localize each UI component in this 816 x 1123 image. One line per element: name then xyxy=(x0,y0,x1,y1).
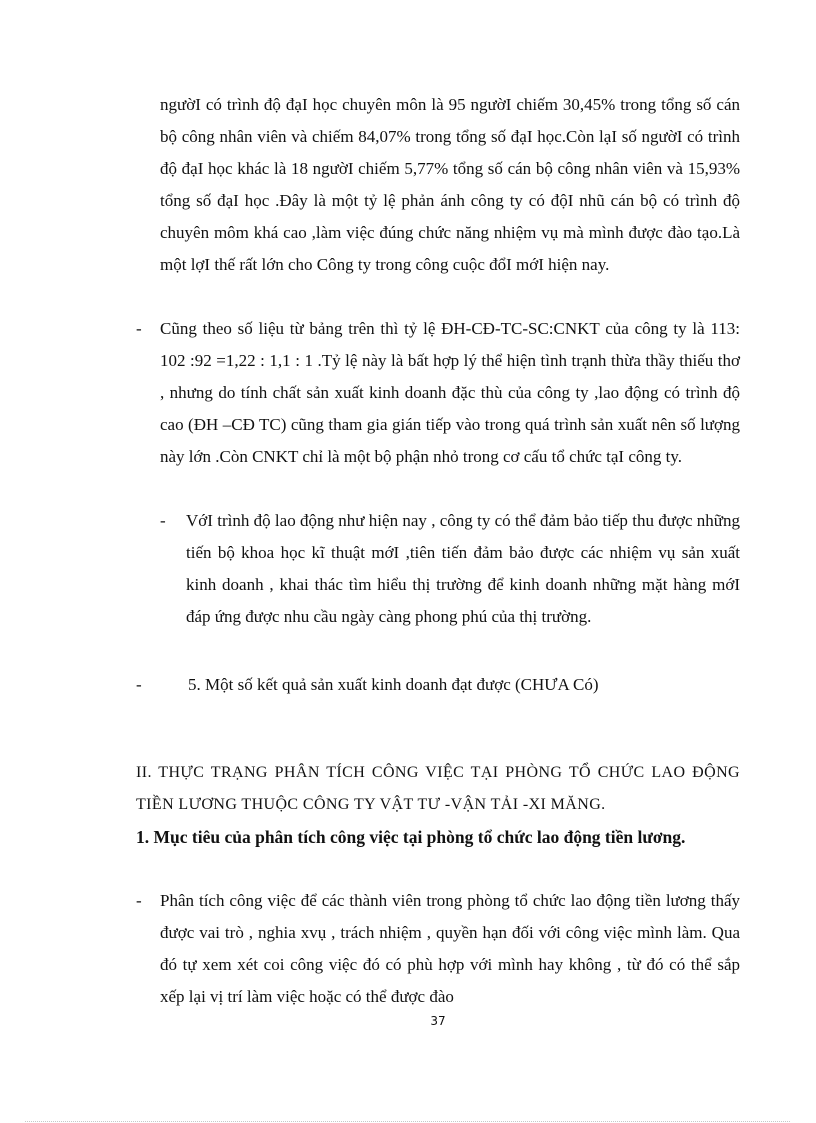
section-heading: II. THỰC TRẠNG PHÂN TÍCH CÔNG VIỆC TẠI PHÒNG TỔ CHỨC LAO ĐỘNG TIỀN LƯƠNG THUỘC CÔNG TY VẬT TƯ -VẬN TẢI -XI MĂNG. xyxy=(136,764,740,813)
list-bullet: - xyxy=(136,675,142,694)
list-item-text: 5. Một số kết quả sản xuất kinh doanh đạt được (CHƯA Có) xyxy=(188,675,599,694)
list-item-text: Phân tích công việc để các thành viên trong phòng tổ chức lao động tiền lương thấy được vai trò , nghia xvụ , trách nhiệm , quyền hạn đối với công việc mình làm. Qua đó tự xem xét coi công việc đó có phù hợp với mình hay không , từ đó có thể sắp xếp lại vị trí làm việc hoặc có thể được đào xyxy=(160,891,740,1006)
page-bottom-divider xyxy=(25,1121,790,1122)
list-bullet: - xyxy=(136,319,142,338)
list-item-text: Cũng theo số liệu từ bảng trên thì tỷ lệ ĐH-CĐ-TC-SC:CNKT của công ty là 113: 102 :92 =1,22 : 1,1 : 1 .Tỷ lệ này là bất hợp lý thể hiện tình trạnh thừa thầy thiếu thơ , nhưng do tính chất sản xuất kinh doanh đặc thù của công ty ,lao động có trình độ cao (ĐH –CĐ TC) cũng tham gia gián tiếp vào trong quá trình sản xuất nên số lượng này lớn .Còn CNKT chỉ là một bộ phận nhỏ trong cơ cấu tổ chức tạI công ty. xyxy=(160,319,740,466)
body-paragraph: ngườI có trình độ đạI học chuyên môn là 95 ngườI chiếm 30,45% trong tổng số cán bộ công nhân viên và chiếm 84,07% trong tổng số đạI học.Còn lạI số ngườI có trình độ đạI học khác là 18 ngườI chiếm 5,77% tổng số cán bộ công nhân viên và 15,93% tổng số đạI học .Đây là một tỷ lệ phản ánh công ty có độI nhũ cán bộ có trình độ chuyên môm khá cao ,làm việc đúng chức năng nhiệm vụ mà mình được đào tạo.Là một lợI thế rất lớn cho Công ty trong công cuộc đổI mớI hiện nay. xyxy=(160,95,740,274)
page-number: 37 xyxy=(430,1014,446,1028)
subsection-heading: 1. Mục tiêu của phân tích công việc tại phòng tổ chức lao động tiền lương. xyxy=(136,827,686,847)
list-bullet: - xyxy=(160,511,166,530)
list-item-text: VớI trình độ lao động như hiện nay , công ty có thể đảm bảo tiếp thu được những tiến bộ khoa học kĩ thuật mớI ,tiên tiến đảm bảo được các nhiệm vụ sản xuất kinh doanh , khai thác tìm hiểu thị trường để kinh doanh những mặt hàng mớI đáp ứng được nhu cầu ngày càng phong phú của thị trường. xyxy=(186,511,740,626)
list-bullet: - xyxy=(136,891,142,910)
